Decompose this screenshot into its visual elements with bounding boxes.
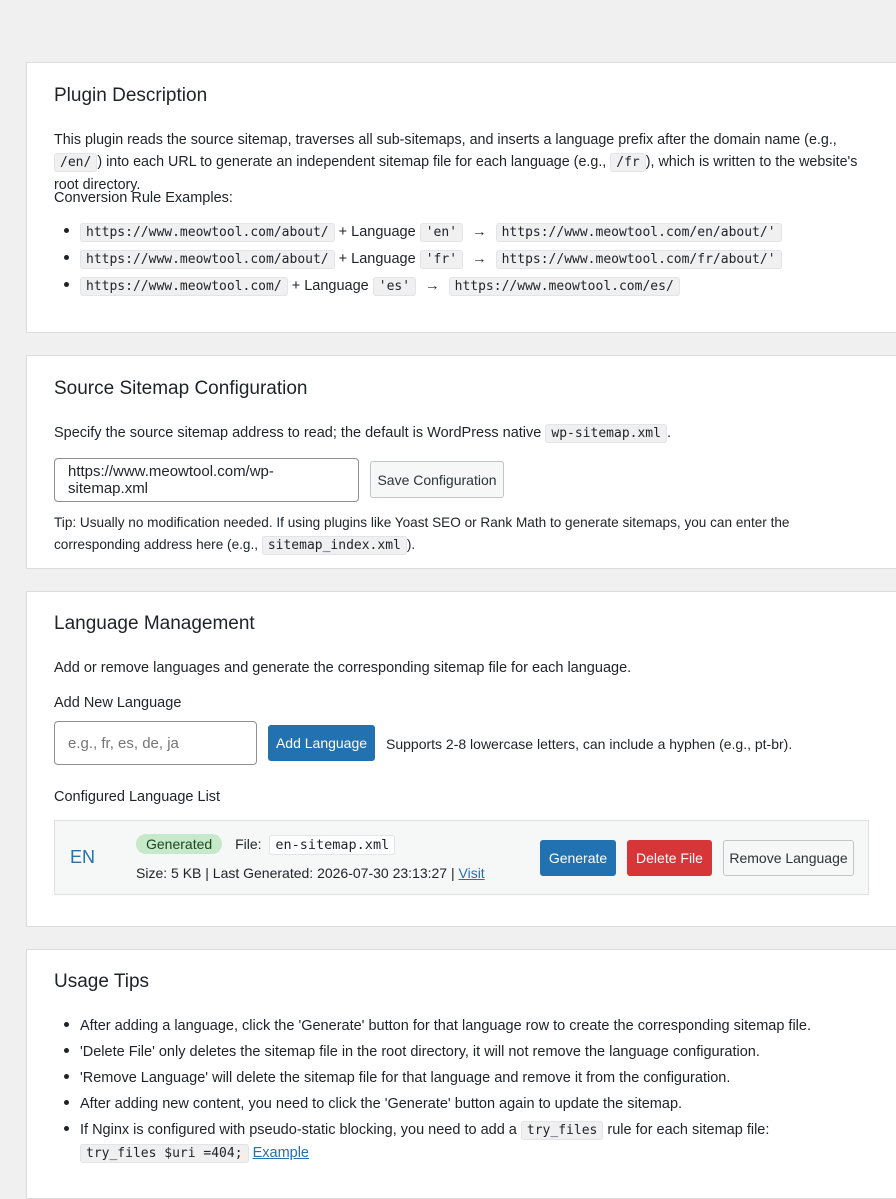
arrow-icon: → xyxy=(425,278,440,294)
source-sitemap-tip xyxy=(54,512,876,557)
remove-language-button[interactable]: Remove Language xyxy=(723,840,854,876)
language-code: EN xyxy=(70,847,96,867)
language-management-title: Language Management xyxy=(54,613,255,634)
conversion-rules-label: Conversion Rule Examples: xyxy=(54,190,233,206)
visit-link[interactable]: Visit xyxy=(458,865,485,881)
source-intro-text: Specify the source sitemap address to read; the default is WordPress native xyxy=(54,425,546,441)
source-sitemap-intro xyxy=(54,422,876,445)
sitemap-file-name: en-sitemap.xml xyxy=(269,835,395,855)
conversion-rules-list xyxy=(64,219,782,300)
tip-item: 'Delete File' only deletes the sitemap file in the root directory, it will not remove the language configuration. xyxy=(64,1039,876,1065)
plugin-description-text xyxy=(54,129,876,196)
rule-result: https://www.meowtool.com/es/ xyxy=(449,277,680,296)
rule-lang-word: + Language xyxy=(338,224,416,240)
add-language-label: Add New Language xyxy=(54,695,182,711)
plugin-description-card xyxy=(26,62,896,333)
configured-language-list-label: Configured Language List xyxy=(54,789,221,805)
rule-source: https://www.meowtool.com/ xyxy=(80,277,288,296)
rule-source: https://www.meowtool.com/about/ xyxy=(80,223,335,242)
nginx-text-a: If Nginx is configured with pseudo-static blocking, you need to add a xyxy=(80,1122,521,1138)
rule-result: https://www.meowtool.com/en/about/' xyxy=(496,223,782,242)
rule-item xyxy=(64,219,782,246)
source-sitemap-input-value: https://www.meowtool.com/wp-sitemap.xml xyxy=(68,463,274,497)
tip-end: ). xyxy=(406,537,416,552)
tip-item: After adding new content, you need to click the 'Generate' button again to update the sitemap. xyxy=(64,1091,876,1117)
source-default-code: wp-sitemap.xml xyxy=(545,424,667,443)
usage-tips-card xyxy=(26,949,896,1199)
add-language-button[interactable]: Add Language xyxy=(268,725,375,761)
rule-source: https://www.meowtool.com/about/ xyxy=(80,250,335,269)
save-configuration-button[interactable]: Save Configuration xyxy=(370,461,504,498)
arrow-icon: → xyxy=(472,224,487,240)
file-label: File: xyxy=(235,836,262,852)
rule-lang: 'en' xyxy=(420,223,463,242)
tip-text: Tip: Usually no modification needed. If using plugins like Yoast SEO or Rank Math to generate sitemaps, you can enter the corresponding address here (e.g., xyxy=(54,515,790,552)
source-sitemap-input[interactable] xyxy=(54,458,359,502)
language-management-card xyxy=(26,591,896,927)
language-management-intro: Add or remove languages and generate the corresponding sitemap file for each language. xyxy=(54,660,632,676)
new-language-input[interactable] xyxy=(54,721,257,765)
status-badge: Generated xyxy=(136,834,222,854)
rule-lang-word: + Language xyxy=(291,278,369,294)
rule-result: https://www.meowtool.com/fr/about/' xyxy=(496,250,782,269)
rule-lang: 'fr' xyxy=(420,250,463,269)
language-row-en xyxy=(54,820,869,895)
tip-item: 'Remove Language' will delete the sitemap file for that language and remove it from the configuration. xyxy=(64,1065,876,1091)
nginx-rule-code: try_files $uri =404; xyxy=(80,1144,249,1163)
nginx-text-b: rule for each sitemap file: xyxy=(603,1122,770,1138)
tip-code: sitemap_index.xml xyxy=(262,536,407,555)
rule-lang-word: + Language xyxy=(338,251,416,267)
language-meta-text: Size: 5 KB | Last Generated: 2026-07-30 23:13:27 | xyxy=(136,865,459,881)
desc-text-a: This plugin reads the source sitemap, traverses all sub-sitemaps, and inserts a language prefix after the domain name (e.g., xyxy=(54,132,837,148)
desc-code-en: /en/ xyxy=(54,153,97,172)
desc-text-d: ), which is written to the website's root directory. xyxy=(54,154,858,193)
rule-item xyxy=(64,246,782,273)
language-meta xyxy=(136,865,485,881)
desc-code-fr: /fr xyxy=(610,153,645,172)
language-format-hint: Supports 2-8 lowercase letters, can include a hyphen (e.g., pt-br). xyxy=(386,736,793,752)
nginx-try-files-code: try_files xyxy=(521,1121,603,1140)
desc-text-c: into each URL to generate an independent sitemap file for each language (e.g., xyxy=(106,154,611,170)
plugin-description-title: Plugin Description xyxy=(54,85,208,106)
rule-item xyxy=(64,273,782,300)
generate-button[interactable]: Generate xyxy=(540,840,616,876)
source-sitemap-card xyxy=(26,355,896,569)
arrow-icon: → xyxy=(472,251,487,267)
delete-file-button[interactable]: Delete File xyxy=(627,840,712,876)
source-sitemap-title: Source Sitemap Configuration xyxy=(54,378,308,399)
usage-tips-title: Usage Tips xyxy=(54,971,150,992)
language-file-line xyxy=(136,834,395,854)
rule-lang: 'es' xyxy=(373,277,416,296)
tip-item: After adding a language, click the 'Generate' button for that language row to create the corresponding sitemap file. xyxy=(64,1013,876,1039)
desc-text-b: ) xyxy=(97,154,103,170)
source-intro-end: . xyxy=(666,425,671,441)
tip-item-nginx xyxy=(64,1117,876,1165)
usage-tips-list xyxy=(64,1013,876,1165)
example-link[interactable]: Example xyxy=(252,1145,309,1161)
